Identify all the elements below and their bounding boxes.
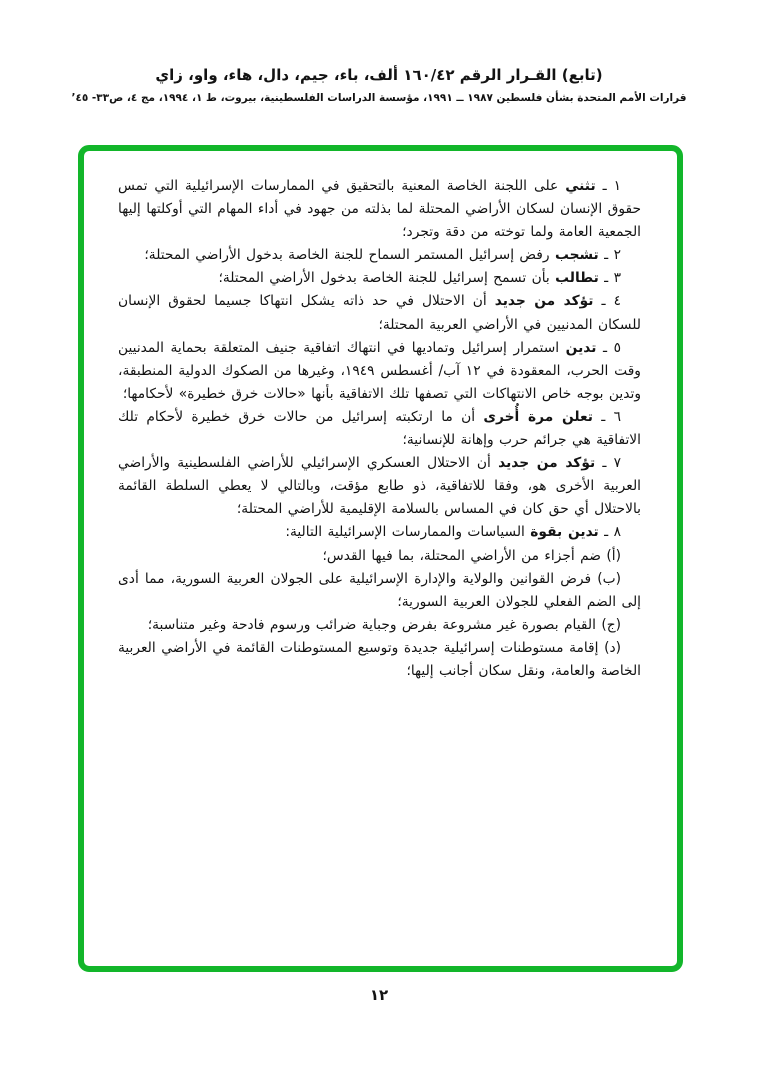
- clause-lead: تشجب: [554, 247, 599, 264]
- clause-marker: ٦ ـ: [592, 408, 622, 425]
- clause-lead: تثني: [565, 178, 596, 194]
- clause-text: أن الاحتلال في حد ذاته يشكل انتهاكا جسيما لحقوق الإنسان للسكان المدنيين في الأراضي العربية المحتلة؛: [118, 293, 641, 333]
- resolution-clause: [118, 614, 641, 637]
- clause-text: السياسات والممارسات الإسرائيلية التالية:: [285, 524, 525, 541]
- clause-marker: (ب): [591, 570, 621, 587]
- clause-text: أن الاحتلال العسكري الإسرائيلي للأراضي الفلسطينية والأراضي العربية الأخرى هو، وفقا للاتفاقية، ذو طابع مؤقت، وبالتالي لا يعطي السلطة القائمة بالاحتلال أي حق كان في المساس بالسلامة الإقليمية للأراضي المحتلة؛: [118, 455, 641, 518]
- clause-marker: ٢ ـ: [598, 247, 621, 264]
- clause-marker: ٣ ـ: [598, 270, 621, 287]
- resolution-clause: [118, 545, 641, 568]
- clause-lead: تعلن مرة أُخرى: [483, 408, 593, 425]
- resolution-clause: [118, 290, 641, 336]
- clause-text: على اللجنة الخاصة المعنية بالتحقيق في الممارسات الإسرائيلية التي تمس حقوق الإنسان لسكان الأراضي المحتلة لما بذلته من جهود في أداء المهام التي أوكلتها إليها الجمعية العامة ولما توخته من دقة وتجرد؛: [118, 178, 641, 241]
- page-number: ١٢: [369, 986, 389, 1004]
- clause-lead: تطالب: [555, 270, 599, 287]
- resolution-clause: [118, 267, 641, 290]
- content-frame: [78, 145, 683, 972]
- page-header: [0, 66, 758, 104]
- clause-lead: تؤكد من جديد: [498, 455, 596, 472]
- resolution-clause: [118, 175, 641, 244]
- resolution-clause: [118, 406, 641, 452]
- clause-text: استمرار إسرائيل وتماديها في انتهاك اتفاقية جنيف المتعلقة بحماية المدنيين وقت الحرب، المعقودة في ١٢ آب/ أغسطس ١٩٤٩، وغيرها من الصكوك الدولية المنطبقة، وتدين بوجه خاص الانتهاكات التي تصفها تلك الاتفاقية بأنها «حالات خرق خطيرة» لأحكامها؛: [118, 339, 641, 402]
- source-citation: قرارات الأمم المتحدة بشأن فلسطين ١٩٨٧ ــ ١٩٩١، مؤسسة الدراسات الفلسطينية، بيروت، ط ١، ١٩٩٤، مج ٤، ص٣٣- ٤٥’: [71, 92, 687, 104]
- clause-lead: تؤكد من جديد: [494, 293, 594, 310]
- resolution-clause: [118, 337, 641, 406]
- clause-lead: تدين بقوة: [530, 524, 599, 541]
- clause-marker: (د): [598, 639, 622, 656]
- clause-marker: ٧ ـ: [595, 455, 621, 472]
- clause-marker: ٤ ـ: [593, 293, 621, 310]
- clause-text: إقامة مستوطنات إسرائيلية جديدة وتوسيع المستوطنات القائمة في الأراضي العربية الخاصة والعامة، ونقل سكان أجانب إليها؛: [118, 639, 641, 679]
- clause-marker: ٥ ـ: [596, 339, 621, 356]
- clause-marker: ٨ ـ: [598, 524, 621, 541]
- resolution-clause: [118, 244, 641, 267]
- resolution-clauses: [84, 151, 677, 683]
- resolution-title: (تابع) القـرار الرقم ١٦٠/٤٢ ألف، باء، جيم، دال، هاء، واو، زاي: [155, 66, 603, 84]
- clause-marker: (أ): [601, 547, 621, 564]
- resolution-clause: [118, 521, 641, 544]
- clause-text: ضم أجزاء من الأراضي المحتلة، بما فيها القدس؛: [322, 547, 602, 564]
- clause-marker: ١ ـ: [595, 178, 622, 194]
- resolution-clause: [118, 637, 641, 683]
- clause-text: فرض القوانين والولاية والإدارة الإسرائيلية على الجولان العربية السورية، مما أدى إلى الضم الفعلي للجولان العربية السورية؛: [118, 570, 641, 610]
- clause-text: القيام بصورة غير مشروعة بفرض وجباية ضرائب ورسوم فادحة وغير متناسبة؛: [147, 616, 596, 633]
- resolution-clause: [118, 452, 641, 521]
- clause-marker: (ج): [595, 616, 621, 633]
- resolution-clause: [118, 568, 641, 614]
- clause-text: أن ما ارتكبته إسرائيل من حالات خرق خطيرة لأحكام تلك الاتفاقية هي جرائم حرب وإهانة للإنسانية؛: [118, 408, 641, 449]
- clause-text: بأن تسمح إسرائيل للجنة الخاصة بدخول الأراضي المحتلة؛: [218, 270, 550, 287]
- clause-text: رفض إسرائيل المستمر السماح للجنة الخاصة بدخول الأراضي المحتلة؛: [144, 247, 550, 264]
- clause-lead: تدين: [565, 339, 597, 356]
